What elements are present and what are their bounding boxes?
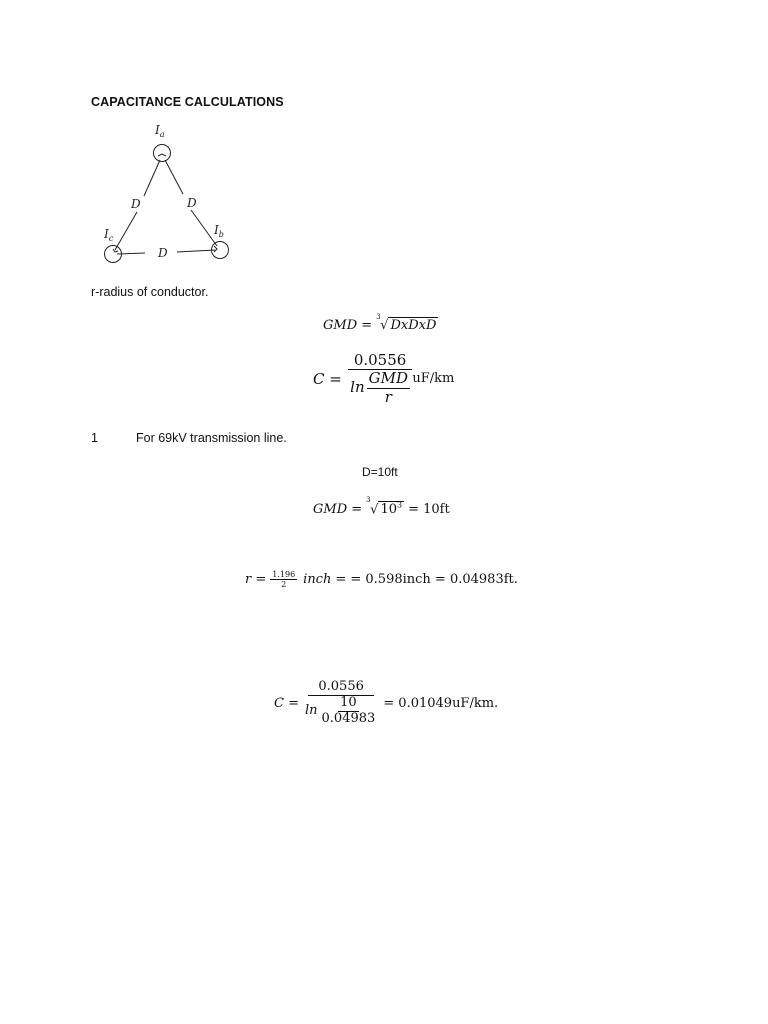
gmd2-root: 3 √ $10^3$ xyxy=(366,496,403,518)
label-ib: $I_b$ xyxy=(214,223,224,239)
equation-capacitance xyxy=(313,352,454,406)
gmd-root: 3 √ DxDxD xyxy=(376,313,437,333)
r-unit: inch xyxy=(303,572,332,588)
equation-gmd xyxy=(323,313,438,333)
r-rhs: = = 0.598inch = 0.04983ft. xyxy=(335,572,518,588)
c-fraction: 0.0556 ln $\frac{\text{GMD}}{r}$ xyxy=(348,352,413,406)
label-ic: $I_c$ xyxy=(104,227,114,243)
equation-radius xyxy=(245,570,518,589)
document-title: CAPACITANCE CALCULATIONS xyxy=(91,95,284,109)
c-lhs: C = xyxy=(313,369,342,388)
list-item-number: 1 xyxy=(91,431,98,445)
label-d-right: D xyxy=(187,196,197,210)
r-lhs: r = xyxy=(245,572,267,588)
equation-capacitance-value xyxy=(274,680,498,727)
conductor-a xyxy=(154,145,171,162)
equation-gmd-value xyxy=(313,496,450,518)
gmd-lhs: GMD = xyxy=(323,318,373,333)
gmd2-rhs: = 10ft xyxy=(408,501,450,517)
c2-fraction: 0.0556 ln $\frac{10}{0.04983}$ xyxy=(304,679,376,726)
c-unit: uF/km xyxy=(412,371,455,387)
radius-note: r-radius of conductor. xyxy=(91,285,209,299)
label-ia: $I_a$ xyxy=(155,123,165,139)
c2-rhs: = 0.01049uF/km. xyxy=(383,695,499,711)
c2-lhs: C = xyxy=(274,695,299,711)
list-item-text: For 69kV transmission line. xyxy=(136,431,287,445)
r-fraction: $\frac{1.196}{2}$ xyxy=(272,570,296,590)
conductor-triangle-diagram xyxy=(95,118,240,268)
label-d-left: D xyxy=(131,197,141,211)
label-d-bottom: D xyxy=(158,246,168,260)
d-value: D=10ft xyxy=(362,465,398,479)
gmd2-lhs: GMD = xyxy=(313,501,363,517)
